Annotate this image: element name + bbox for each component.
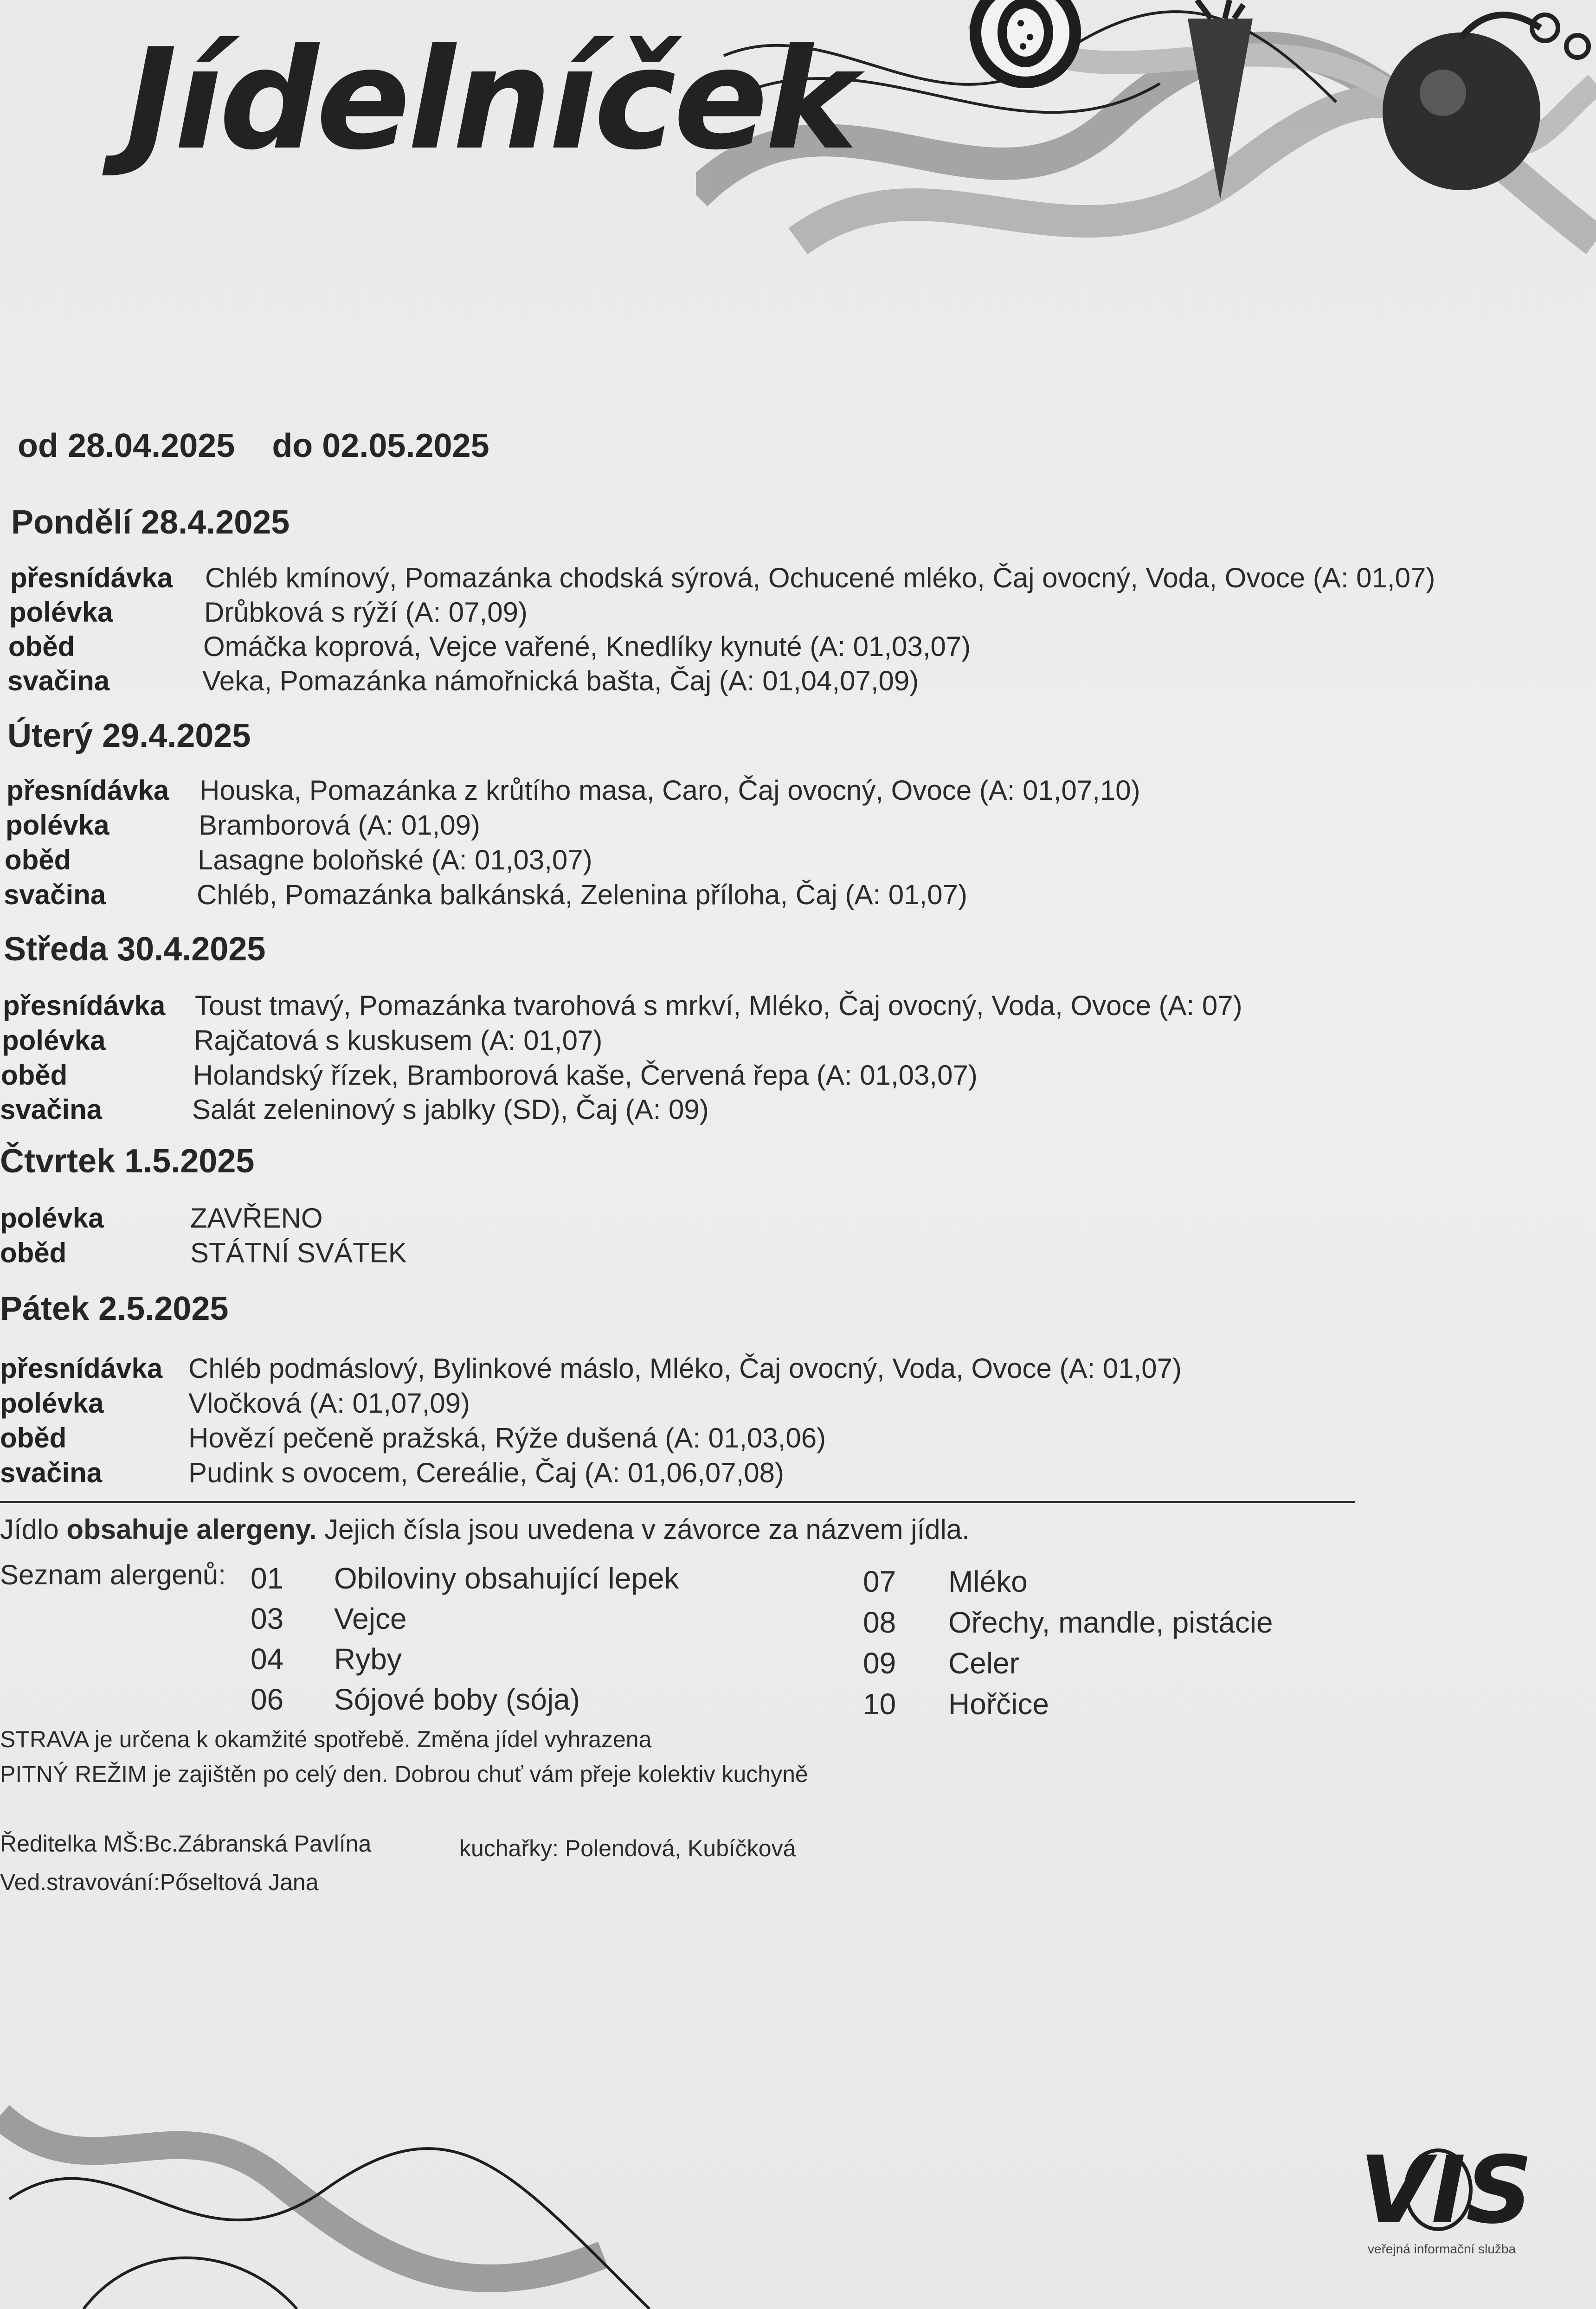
meal-label: svačina xyxy=(0,1094,103,1125)
allergen-name: Celer xyxy=(948,1647,1019,1680)
meal-label: polévka xyxy=(9,597,113,628)
allergen-code: 03 xyxy=(251,1602,284,1635)
footer-director: Ředitelka MŠ:Bc.Zábranská Pavlína xyxy=(0,1831,372,1857)
meal-text: Toust tmavý, Pomazánka tvarohová s mrkví, Mléko, Čaj ovocný, Voda, Ovoce (A: 07) xyxy=(195,990,1242,1021)
meal-text: Vločková (A: 01,07,09) xyxy=(188,1388,470,1419)
beetroot-icon xyxy=(1383,15,1589,190)
meal-label: oběd xyxy=(8,631,75,662)
meal-label: přesnídávka xyxy=(3,990,166,1021)
meal-text: ZAVŘENO xyxy=(190,1203,323,1234)
meal-label: polévka xyxy=(0,1203,104,1234)
footer-cooks: kuchařky: Polendová, Kubíčková xyxy=(459,1835,796,1861)
footer-note-strava: STRAVA je určena k okamžité spotřebě. Změna jídel vyhrazena xyxy=(0,1726,652,1752)
allergen-code: 08 xyxy=(863,1606,896,1639)
allergen-name: Ořechy, mandle, pistácie xyxy=(948,1606,1273,1639)
vis-logo-text: VIS xyxy=(1359,2136,1533,2236)
meal-label: polévka xyxy=(2,1025,106,1056)
allergen-code: 06 xyxy=(251,1683,284,1716)
allergen-code: 01 xyxy=(251,1562,284,1595)
day-title: Pátek 2.5.2025 xyxy=(0,1290,229,1327)
allergen-name: Hořčice xyxy=(948,1687,1049,1721)
allergen-note-bold: obsahuje alergeny. xyxy=(66,1514,317,1545)
allergen-name: Mléko xyxy=(948,1565,1028,1598)
meal-text: Chléb podmáslový, Bylinkové máslo, Mléko, Čaj ovocný, Voda, Ovoce (A: 01,07) xyxy=(188,1353,1182,1384)
meal-label: oběd xyxy=(5,844,71,875)
allergen-note-prefix: Jídlo xyxy=(0,1514,59,1545)
vis-logo-tagline: veřejná informační služba xyxy=(1368,2242,1516,2256)
date-to: do 02.05.2025 xyxy=(272,427,489,464)
allergen-code: 09 xyxy=(863,1647,896,1680)
meal-text: Holandský řízek, Bramborová kaše, Červená řepa (A: 01,03,07) xyxy=(193,1060,978,1091)
meal-label: oběd xyxy=(0,1237,67,1268)
allergen-code: 04 xyxy=(251,1642,284,1676)
meal-text: Bramborová (A: 01,09) xyxy=(199,810,480,841)
meal-label: svačina xyxy=(0,1457,103,1488)
date-from: od 28.04.2025 xyxy=(18,427,235,464)
day-title: Pondělí 28.4.2025 xyxy=(11,504,290,541)
cucumber-slice-icon xyxy=(970,0,1081,88)
allergen-note-suffix: Jejich čísla jsou uvedena v závorce za názvem jídla. xyxy=(324,1514,970,1545)
allergen-code: 10 xyxy=(863,1687,896,1721)
day-title: Středa 30.4.2025 xyxy=(4,931,266,968)
meal-text: Lasagne boloňské (A: 01,03,07) xyxy=(198,844,592,875)
divider xyxy=(0,1501,1355,1503)
meal-label: svačina xyxy=(7,665,110,696)
meal-label: oběd xyxy=(0,1422,67,1454)
meal-text: Chléb kmínový, Pomazánka chodská sýrová, Ochucené mléko, Čaj ovocný, Voda, Ovoce (A: 01,07) xyxy=(205,562,1435,593)
allergen-name: Sójové boby (sója) xyxy=(334,1683,580,1716)
day-title: Úterý 29.4.2025 xyxy=(7,717,251,754)
meal-text: Rajčatová s kuskusem (A: 01,07) xyxy=(194,1025,603,1056)
meal-text: STÁTNÍ SVÁTEK xyxy=(190,1237,407,1268)
meal-text: Drůbková s rýží (A: 07,09) xyxy=(204,597,528,628)
allergen-note xyxy=(0,1513,970,1545)
allergen-name: Ryby xyxy=(334,1642,402,1676)
allergen-name: Obiloviny obsahující lepek xyxy=(334,1562,679,1595)
allergen-name: Vejce xyxy=(334,1602,407,1635)
meal-label: přesnídávka xyxy=(0,1353,163,1384)
meal-text: Pudink s ovocem, Cereálie, Čaj (A: 01,06,07,08) xyxy=(188,1457,784,1488)
page-title: Jídelníček xyxy=(125,19,855,180)
date-range xyxy=(18,427,489,465)
vis-logo xyxy=(1359,2129,1554,2236)
bottom-swirl-decoration xyxy=(0,2060,696,2309)
footer-manager: Ved.stravování:Pőseltová Jana xyxy=(0,1869,319,1895)
day-title: Čtvrtek 1.5.2025 xyxy=(0,1143,255,1180)
meal-text: Houska, Pomazánka z krůtího masa, Caro, Čaj ovocný, Ovoce (A: 01,07,10) xyxy=(200,775,1140,806)
meal-text: Salát zeleninový s jablky (SD), Čaj (A: 09) xyxy=(192,1094,709,1125)
meal-label: přesnídávka xyxy=(10,562,173,593)
meal-label: oběd xyxy=(1,1060,68,1091)
meal-label: polévka xyxy=(6,810,109,841)
allergen-code: 07 xyxy=(863,1565,896,1598)
allergen-list-label: Seznam alergenů: xyxy=(0,1559,226,1590)
meal-text: Omáčka koprová, Vejce vařené, Knedlíky kynuté (A: 01,03,07) xyxy=(203,631,971,662)
meal-text: Hovězí pečeně pražská, Rýže dušená (A: 01,03,06) xyxy=(188,1422,826,1454)
meal-text: Chléb, Pomazánka balkánská, Zelenina příloha, Čaj (A: 01,07) xyxy=(197,879,967,910)
meal-text: Veka, Pomazánka námořnická bašta, Čaj (A: 01,04,07,09) xyxy=(202,665,919,696)
meal-label: přesnídávka xyxy=(6,775,169,806)
meal-label: svačina xyxy=(4,879,106,910)
footer-note-drinking: PITNÝ REŽIM je zajištěn po celý den. Dobrou chuť vám přeje kolektiv kuchyně xyxy=(0,1761,808,1787)
meal-label: polévka xyxy=(0,1388,104,1419)
